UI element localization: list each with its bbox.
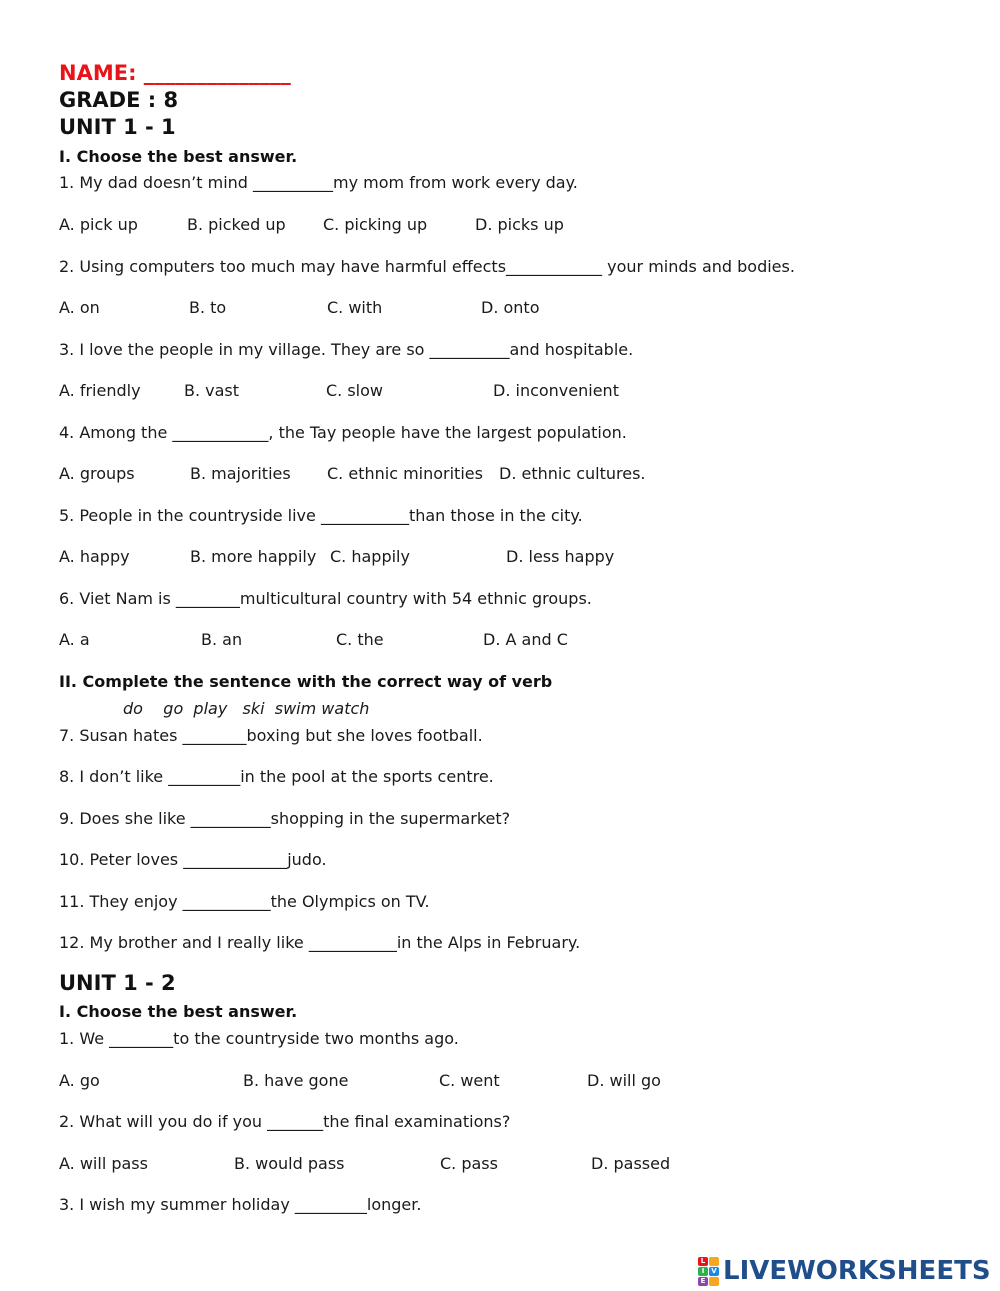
logo-mark-letter: E [698,1277,708,1286]
u1-q5-option-a[interactable]: A. happy [59,547,130,566]
u1-q3-option-c[interactable]: C. slow [326,381,383,400]
u1-q2-option-d[interactable]: D. onto [481,298,540,317]
logo-text: LIVEWORKSHEETS [723,1256,991,1286]
u1-q5-option-b[interactable]: B. more happily [190,547,317,566]
u2-question-1: 1. We ________to the countryside two months ago. [59,1029,459,1048]
u1-q6-option-b[interactable]: B. an [201,630,243,649]
u1-q6-option-d[interactable]: D. A and C [483,630,568,649]
u1-q1-option-a[interactable]: A. pick up [59,215,138,234]
u1-question-12: 12. My brother and I really like ___________in the Alps in February. [59,933,581,952]
u1-question-4: 4. Among the ____________, the Tay people have the largest population. [59,423,627,442]
u1-q4-option-c[interactable]: C. ethnic minorities [327,464,483,483]
unit1-title: UNIT 1 - 1 [59,115,176,139]
u1-q4-option-b[interactable]: B. majorities [190,464,291,483]
u2-question-2: 2. What will you do if you _______the final examinations? [59,1112,511,1131]
u1-q4-option-a[interactable]: A. groups [59,464,135,483]
unit2-title: UNIT 1 - 2 [59,971,176,995]
u1-q4-option-d[interactable]: D. ethnic cultures. [499,464,646,483]
u1-q1-option-b[interactable]: B. picked up [187,215,286,234]
u1-q3-option-d[interactable]: D. inconvenient [493,381,619,400]
u1-q5-option-d[interactable]: D. less happy [506,547,615,566]
u1-question-5: 5. People in the countryside live ___________than those in the city. [59,506,583,525]
u1-q6-option-a[interactable]: A. a [59,630,90,649]
u2-q2-option-a[interactable]: A. will pass [59,1154,148,1173]
logo-mark-letter: L [698,1257,708,1266]
unit2-section1-title: I. Choose the best answer. [59,1002,298,1021]
logo-mark-letter: I [698,1267,708,1276]
u1-question-10: 10. Peter loves _____________judo. [59,850,327,869]
u1-q3-option-b[interactable]: B. vast [184,381,240,400]
u2-q2-option-b[interactable]: B. would pass [234,1154,345,1173]
logo-mark-letter: V [709,1267,719,1276]
u1-q2-option-c[interactable]: C. with [327,298,383,317]
logo-mark-block [709,1257,719,1266]
u1-question-6: 6. Viet Nam is ________multicultural country with 54 ethnic groups. [59,589,592,608]
u2-q2-option-c[interactable]: C. pass [440,1154,498,1173]
u1-q2-option-b[interactable]: B. to [189,298,227,317]
word-bank: do go play ski swim watch [123,699,370,718]
u1-q2-option-a[interactable]: A. on [59,298,100,317]
u1-question-7: 7. Susan hates ________boxing but she loves football. [59,726,483,745]
unit1-section1-title: I. Choose the best answer. [59,147,298,166]
u1-question-8: 8. I don’t like _________in the pool at the sports centre. [59,767,494,786]
u1-q5-option-c[interactable]: C. happily [330,547,410,566]
unit1-section2-title: II. Complete the sentence with the correct way of verb [59,672,553,691]
u1-q1-option-c[interactable]: C. picking up [323,215,428,234]
logo-mark-block [709,1277,719,1286]
u1-question-11: 11. They enjoy ___________the Olympics on TV. [59,892,430,911]
name-label: NAME: ______________ [59,61,291,85]
u1-question-1: 1. My dad doesn’t mind __________my mom from work every day. [59,173,578,192]
u2-question-3: 3. I wish my summer holiday _________longer. [59,1195,422,1214]
u1-question-9: 9. Does she like __________shopping in the supermarket? [59,809,511,828]
u2-q2-option-d[interactable]: D. passed [591,1154,671,1173]
u2-q1-option-c[interactable]: C. went [439,1071,500,1090]
u2-q1-option-d[interactable]: D. will go [587,1071,661,1090]
logo-mark-icon [698,1257,719,1286]
grade-label: GRADE : 8 [59,88,179,112]
u1-question-2: 2. Using computers too much may have harmful effects____________ your minds and bodies. [59,257,795,276]
u2-q1-option-b[interactable]: B. have gone [243,1071,349,1090]
u1-q6-option-c[interactable]: C. the [336,630,384,649]
u1-q1-option-d[interactable]: D. picks up [475,215,564,234]
liveworksheets-logo [698,1256,991,1286]
u2-q1-option-a[interactable]: A. go [59,1071,100,1090]
u1-q3-option-a[interactable]: A. friendly [59,381,141,400]
u1-question-3: 3. I love the people in my village. They are so __________and hospitable. [59,340,634,359]
